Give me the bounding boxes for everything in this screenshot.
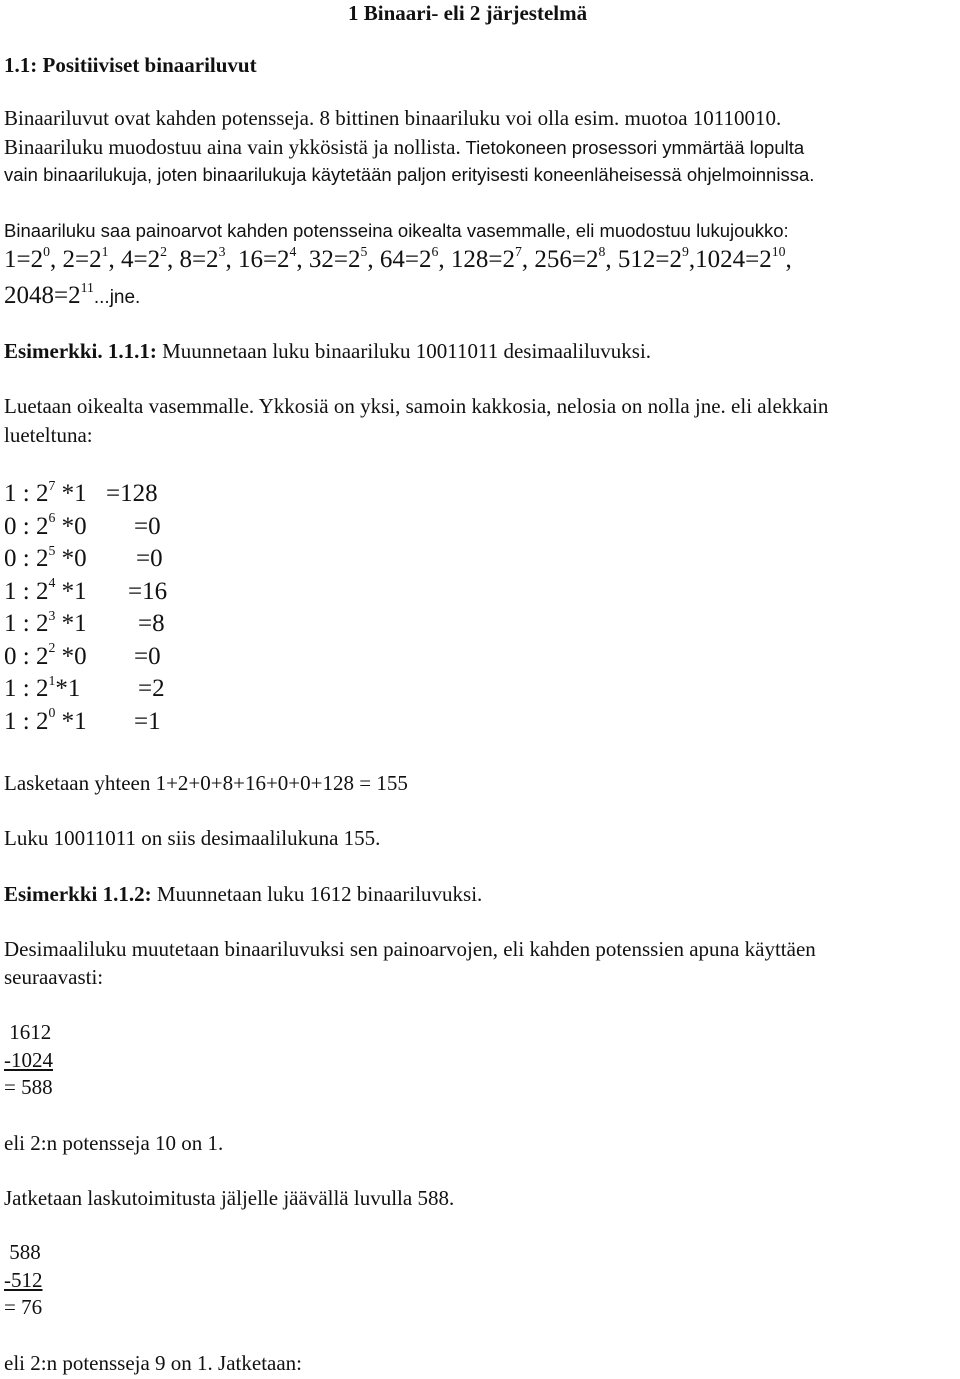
example-2-explain-2: seuraavasti: (4, 965, 104, 989)
bit-row-base: 0 : 2 (4, 642, 49, 670)
example-1-explain-2: lueteltuna: (4, 423, 93, 447)
bit-row-result: =16 (128, 577, 168, 605)
intro-line-2 (4, 133, 804, 162)
weights-tail: ...jne. (93, 287, 141, 308)
bit-row-exponent: 5 (48, 542, 56, 558)
weight-0: 1=2 (4, 246, 44, 273)
bit-row (4, 705, 161, 738)
weights-intro: Binaariluku saa painoarvot kahden potensseina oikealta vasemmalle, eli muodostuu lukujoukko: (4, 220, 789, 241)
bit-row-exponent: 1 (48, 672, 56, 688)
bit-row-base: 1 : 2 (4, 707, 49, 735)
intro-line-1: Binaariluvut ovat kahden potensseja. 8 bittinen binaariluku voi olla esim. muotoa 10110010. (4, 106, 782, 130)
weight-7: 128=2 (450, 246, 515, 273)
example-1-explain-1: Luetaan oikealta vasemmalle. Ykkosiä on yksi, samoin kakkosia, nelosia on nolla jne. eli alekkain (4, 394, 829, 418)
bit-row-result: =128 (106, 480, 158, 507)
weight-8: 256=2 (534, 246, 599, 273)
example-1-sum: Lasketaan yhteen 1+2+0+8+16+0+0+128 = 155 (4, 771, 408, 795)
weight-1: 2=2 (62, 246, 102, 273)
bit-row-result: =2 (138, 675, 165, 702)
weight-separator: , (367, 246, 380, 273)
example-2-note-1: eli 2:n potensseja 10 on 1. (4, 1131, 224, 1155)
weight-separator: , (785, 246, 792, 273)
weight-separator: , (108, 246, 121, 273)
bit-row-exponent: 2 (48, 640, 56, 656)
bit-row-result: =0 (134, 512, 161, 540)
bit-row-result: =8 (138, 610, 165, 637)
bit-row-multiplier: *1 (55, 707, 87, 735)
bit-row (4, 542, 163, 575)
bit-row-multiplier: *0 (55, 642, 87, 670)
bit-row (4, 477, 158, 510)
bit-row-base: 0 : 2 (4, 545, 49, 572)
bit-row (4, 672, 165, 705)
bit-row (4, 510, 161, 543)
bit-row-exponent: 6 (48, 510, 56, 526)
weight-separator: , (296, 246, 309, 273)
weight-separator: , (49, 246, 63, 273)
intro-line-2-b: Tietokoneen prosessori ymmärtää lopulta (460, 137, 805, 158)
bit-row (4, 575, 168, 608)
example-2-text: Muunnetaan luku 1612 binaariluvuksi. (151, 882, 483, 906)
bit-row-multiplier: *0 (55, 545, 87, 572)
calc-1-minuend: 1612 (4, 1020, 52, 1044)
weight-separator: , (438, 246, 451, 273)
bit-row-result: =0 (136, 545, 163, 572)
intro-line-3: vain binaarilukuja, joten binaarilukuja käytetään paljon erityisesti koneenläheisessä ohjelmoinnissa. (4, 164, 815, 185)
weight-6: 64=2 (379, 246, 432, 273)
bit-row-exponent: 3 (48, 607, 56, 623)
weight-8-exponent: 8 (598, 243, 606, 259)
weight-7-exponent: 7 (515, 243, 522, 259)
chapter-title: 1 Binaari- eli 2 järjestelmä (348, 1, 588, 25)
weight-separator: , (688, 246, 696, 273)
bit-row-exponent: 7 (48, 477, 56, 493)
weight-2048-exponent: 11 (80, 279, 94, 295)
weight-4: 16=2 (237, 246, 290, 273)
example-2-note-2: eli 2:n potensseja 9 on 1. Jatketaan: (4, 1351, 303, 1375)
weight-separator: , (605, 246, 618, 273)
bit-row-multiplier: *1 (55, 675, 81, 702)
example-1-heading (4, 337, 651, 365)
weight-1-exponent: 1 (101, 243, 109, 259)
weight-2: 4=2 (120, 246, 161, 273)
bit-row (4, 640, 161, 673)
calc-1-result: = 588 (4, 1075, 53, 1099)
weight-4-exponent: 4 (289, 243, 297, 259)
bit-row-multiplier: *0 (55, 512, 87, 540)
calc-2-minuend: 588 (4, 1240, 41, 1264)
weight-separator: , (225, 246, 238, 273)
weight-separator: , (166, 246, 180, 273)
example-2-label: Esimerkki 1.1.2: (4, 882, 152, 906)
bit-row-result: =1 (134, 707, 161, 735)
calc-2-subtrahend: -512 (4, 1268, 43, 1292)
bit-row-exponent: 4 (48, 575, 56, 591)
example-2-explain-1: Desimaaliluku muutetaan binaariluvuksi sen painoarvojen, eli kahden potenssien apuna käyttäen (4, 937, 816, 961)
bit-row (4, 607, 165, 640)
weight-10: 1024=2 (695, 246, 772, 273)
bit-row-result: =0 (134, 642, 161, 670)
example-1-text: Muunnetaan luku binaariluku 10011011 desimaaliluvuksi. (156, 339, 652, 363)
weight-5-exponent: 5 (360, 243, 368, 259)
bit-row-base: 1 : 2 (4, 610, 49, 637)
bit-row-base: 1 : 2 (4, 675, 49, 702)
example-2-continue: Jatketaan laskutoimitusta jäljelle jäävällä luvulla 588. (4, 1186, 455, 1210)
calc-1-subtrahend: -1024 (4, 1048, 53, 1072)
bit-row-exponent: 0 (48, 705, 56, 721)
weight-separator: , (521, 246, 535, 273)
weight-3: 8=2 (179, 246, 219, 273)
calc-2-result: = 76 (4, 1295, 43, 1319)
example-1-label: Esimerkki. 1.1.1: (4, 339, 157, 363)
weight-6-exponent: 6 (431, 243, 439, 259)
bit-row-multiplier: *1 (55, 610, 87, 637)
weight-10-exponent: 10 (771, 243, 786, 259)
weight-3-exponent: 3 (218, 243, 226, 259)
bit-row-multiplier: *1 (55, 480, 87, 507)
bit-row-base: 1 : 2 (4, 480, 49, 507)
weight-2048: 2048=2 (4, 282, 81, 309)
section-title: 1.1: Positiiviset binaariluvut (4, 53, 257, 77)
example-2-heading (4, 880, 482, 908)
bit-row-multiplier: *1 (55, 577, 87, 605)
weight-0-exponent: 0 (43, 243, 50, 259)
weights-row-1 (4, 244, 792, 276)
weight-5: 32=2 (308, 246, 361, 273)
weight-9: 512=2 (617, 246, 682, 273)
example-1-conclusion: Luku 10011011 on siis desimaalilukuna 155. (4, 826, 381, 850)
bit-row-base: 1 : 2 (4, 577, 49, 605)
weights-row-2 (4, 280, 140, 314)
bit-row-base: 0 : 2 (4, 512, 49, 540)
weight-9-exponent: 9 (681, 243, 689, 259)
intro-line-2-a: Binaariluku muodostuu aina vain ykkösistä ja nollista. (4, 135, 461, 159)
weight-2-exponent: 2 (160, 243, 167, 259)
